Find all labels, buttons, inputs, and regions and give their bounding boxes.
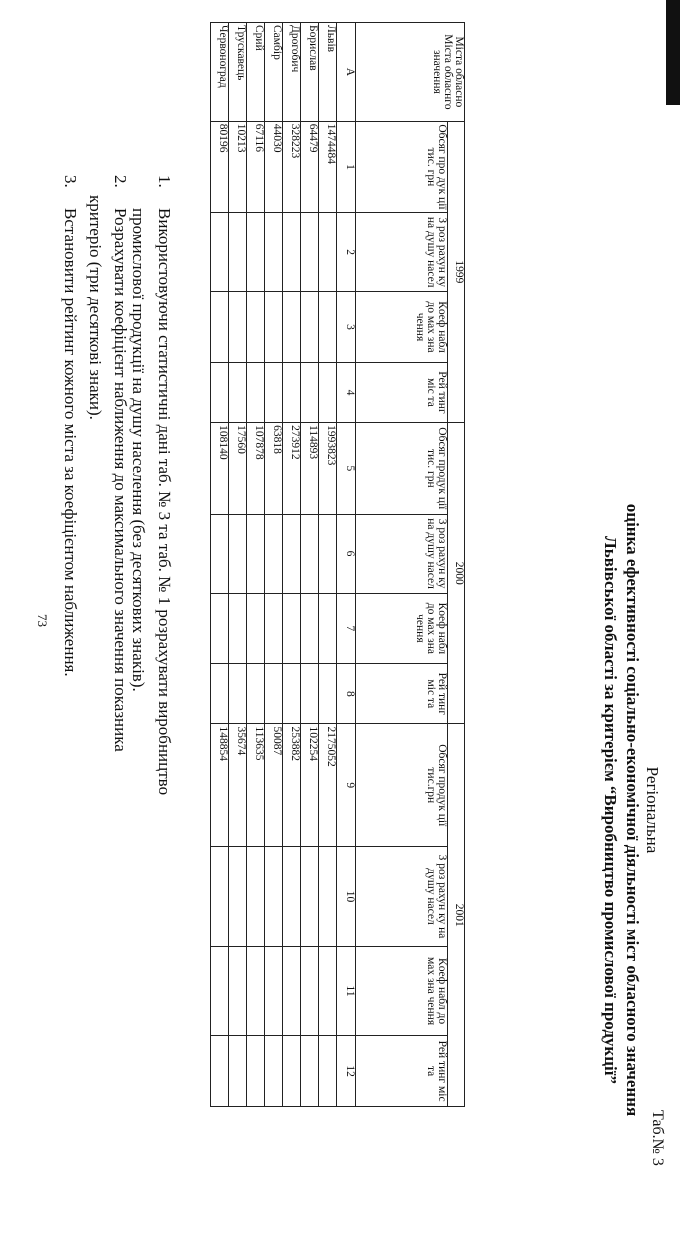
city-name: Срий [246,23,264,122]
column-header: Рей тинг міс та [355,664,447,724]
output-2001: 2175052 [318,724,336,847]
city-name: Червоноград [211,23,229,122]
table-row [282,23,300,1107]
table-row [318,23,336,1107]
task-text: Розрахувати коефіцієнт наближення до максимального значення показника [111,208,130,752]
column-header: Обсяг про дук ції тис. грн [355,121,447,212]
output-2000: 107878 [246,423,264,514]
city-name: Львів [318,23,336,122]
column-header: З роз рахун ку на душу насел [355,213,447,292]
column-header: З роз рахун ку на душу насел [355,847,447,947]
task-number: 2. [111,175,130,188]
city-name: Самбір [264,23,282,122]
column-header: Кoеф набл до мах зна чення [355,946,447,1035]
output-1999: 67116 [246,121,264,212]
table-row [229,23,247,1107]
column-header: Обсяг продук ції тис.грн [355,724,447,847]
task-number: 1. [155,175,174,188]
output-2000: 63818 [264,423,282,514]
page-subtitle: оцінка ефективності соціально-економічної діяльності міст обласного значення [623,503,642,1117]
city-name: Трускавець [229,23,247,122]
column-index: 6 [336,514,355,593]
output-2001: 253882 [282,724,300,847]
output-2001: 50087 [264,724,282,847]
year-header-2001: 2001 [448,724,465,1107]
output-2001: 113635 [246,724,264,847]
column-header: Рей тинг міс та [355,1036,447,1107]
column-index: 7 [336,593,355,664]
output-1999: 1474484 [318,121,336,212]
task-number: 3. [61,175,80,188]
header-bar [666,0,680,105]
output-2001: 35674 [229,724,247,847]
output-2000: 114893 [300,423,318,514]
table-row [246,23,264,1107]
task-text: критеріо (три десяткові знаки). [86,195,105,420]
output-1999: 80196 [211,121,229,212]
output-2000: 17560 [229,423,247,514]
column-index: 5 [336,423,355,514]
corner-header: Міста обласно Міста обласнго значення [355,23,464,122]
output-1999: 44030 [264,121,282,212]
task-text: промислової продукції на душу населення (без десяткових знаків). [129,208,148,692]
column-index: 8 [336,664,355,724]
output-1999: 328223 [282,121,300,212]
column-index: 3 [336,292,355,363]
column-index: 12 [336,1036,355,1107]
data-table [210,22,465,1107]
year-header-1999: 1999 [448,121,465,422]
city-name: Дрогобич [282,23,300,122]
page-title: Регіональна [643,766,662,854]
task-text: Встановити рейтинг кожного міста за коефіцієнтом наближення. [61,208,80,677]
task-text: Використовуючи статистичні дані таб. № 3 та таб. № 1 розрахувати виробництво [155,208,174,796]
column-index: 1 [336,121,355,212]
column-header: Кoеф набл до мах зна чення [355,292,447,363]
column-header: З роз рахун ку на душу насел [355,514,447,593]
column-index: 4 [336,362,355,422]
table-row [300,23,318,1107]
output-1999: 64479 [300,121,318,212]
output-2000: 1993823 [318,423,336,514]
year-header-2000: 2000 [448,423,465,724]
table-row [211,23,229,1107]
table-number: Таб.№ 3 [649,1110,666,1166]
output-2000: 273912 [282,423,300,514]
output-2001: 148854 [211,724,229,847]
column-index: 9 [336,724,355,847]
page-number: 73 [35,614,50,627]
column-index: 10 [336,847,355,947]
output-2000: 108140 [211,423,229,514]
output-1999: 10213 [229,121,247,212]
column-header: Обсяг продук ції тис. грн [355,423,447,514]
column-header: Рей тинг міс та [355,362,447,422]
column-header: Кoеф набл до мах зна чення [355,593,447,664]
column-index: А [336,23,355,122]
output-2001: 102254 [300,724,318,847]
column-index: 11 [336,946,355,1035]
column-index: 2 [336,213,355,292]
page-subtitle-criterion: Львівської області за критерієм “Виробництво промислової продукції” [601,536,620,1084]
city-name: Борислав [300,23,318,122]
table-row [264,23,282,1107]
